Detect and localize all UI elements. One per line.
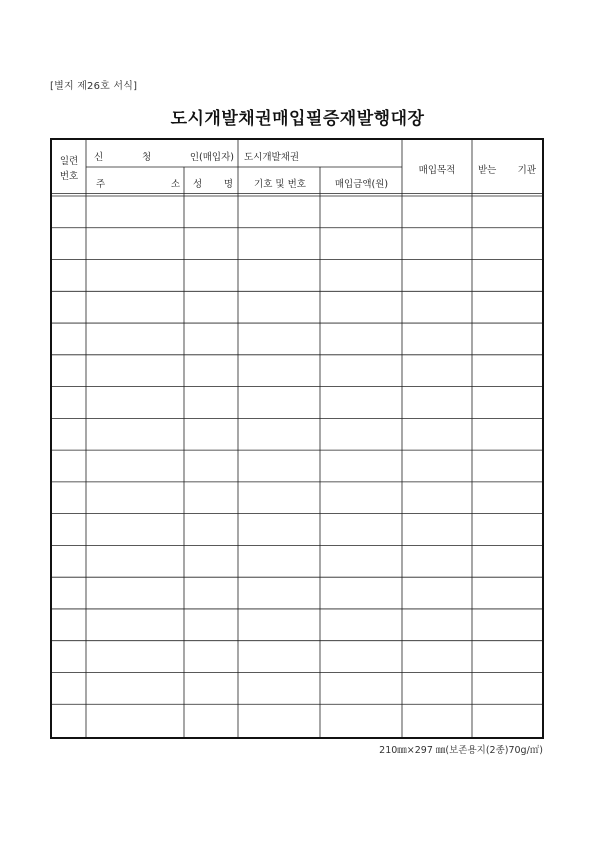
header-address-a: 주: [96, 179, 106, 190]
header-receiving-b: 기관: [517, 165, 536, 176]
header-receiving-institution: [478, 162, 536, 176]
header-applicant-a: 신: [94, 152, 104, 163]
form-number-label: [별지 제26호 서식]: [50, 81, 138, 92]
header-purchase-purpose: 매입목적: [418, 165, 456, 176]
header-name-b: 명: [223, 179, 233, 190]
header-symbol-number: 기호 및 번호: [254, 179, 306, 190]
document-title: 도시개발채권매입필증재발행대장: [170, 109, 425, 129]
register-table: [50, 138, 544, 739]
header-name: [193, 176, 233, 190]
header-receiving-a: 받는: [478, 165, 497, 176]
paper-spec-note: 210㎜×297 ㎜(보존용지(2종)70g/㎡): [379, 745, 543, 756]
header-applicant-c: 인(매입자): [189, 152, 234, 163]
header-purchase-amount: 매입금액(원): [334, 179, 389, 190]
header-serial-line2: 번호: [59, 171, 79, 182]
header-applicant-b: 청: [141, 152, 152, 163]
table-grid: [52, 140, 542, 737]
header-applicant: [94, 149, 234, 163]
header-bond-group: 도시개발채권: [244, 152, 300, 163]
header-serial-line1: 일련: [59, 156, 79, 167]
header-address: [96, 176, 180, 190]
header-address-b: 소: [170, 179, 180, 190]
header-serial-number: [52, 154, 86, 184]
header-name-a: 성: [193, 179, 203, 190]
